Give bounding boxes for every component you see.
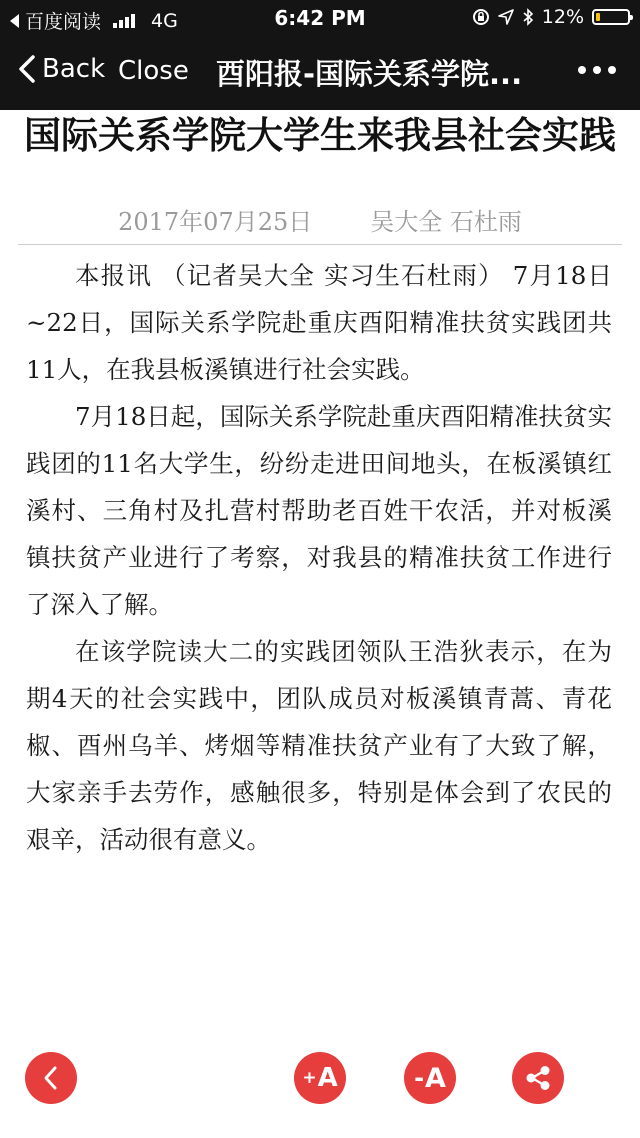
font-decrease-button[interactable] — [404, 1052, 456, 1104]
top-bar — [0, 0, 640, 110]
close-button[interactable]: Close — [118, 56, 189, 86]
article-meta — [0, 202, 640, 237]
share-button[interactable] — [512, 1052, 564, 1104]
status-bar — [0, 0, 640, 36]
article-authors: 吴大全 石杜雨 — [370, 208, 522, 236]
status-time: 6:42 PM — [274, 6, 366, 30]
article-paragraph: 7月18日起，国际关系学院赴重庆酉阳精准扶贫实践团的11名大学生，纷纷走进田间地头，在板溪镇红溪村、三角村及扎营村帮助老百姓干农活，并对板溪镇扶贫产业进行了考察，对我县的精准扶贫工作进行了深入了解。 — [26, 402, 612, 619]
share-icon — [523, 1063, 553, 1093]
previous-button[interactable] — [25, 1052, 77, 1104]
page-title: 酉阳报-国际关系学院... — [216, 57, 523, 91]
article-paragraph: 在该学院读大二的实践团领队王浩狄表示，在为期4天的社会实践中，团队成员对板溪镇青蒿、青花椒、酉州乌羊、烤烟等精准扶贫产业有了大致了解，大家亲手去劳作，感触很多，特别是体会到了农民的艰辛，活动很有意义。 — [26, 637, 612, 854]
location-icon — [498, 9, 514, 25]
ellipsis-icon — [578, 66, 586, 74]
status-right — [472, 6, 630, 28]
divider — [18, 244, 622, 245]
navigation-bar — [0, 36, 640, 110]
minus-icon: - — [414, 1064, 425, 1092]
more-button[interactable] — [578, 66, 616, 74]
back-label: Back — [42, 54, 106, 84]
article-date: 2017年07月25日 — [118, 208, 313, 236]
plus-icon: + — [302, 1068, 317, 1088]
chevron-left-icon — [41, 1065, 61, 1091]
article-headline: 国际关系学院大学生来我县社会实践 — [24, 114, 616, 157]
font-increase-label: A — [317, 1063, 338, 1093]
article-body — [26, 252, 612, 863]
rotation-lock-icon — [472, 8, 490, 26]
battery-percent: 12% — [541, 6, 584, 28]
network-type: 4G — [151, 9, 178, 32]
battery-icon — [592, 9, 630, 25]
font-increase-button[interactable] — [294, 1052, 346, 1104]
back-to-app-label[interactable]: 百度阅读 — [25, 11, 102, 33]
chevron-left-icon — [18, 54, 36, 84]
article-paragraph: 本报讯 （记者吴大全 实习生石杜雨） 7月18日~22日，国际关系学院赴重庆酉阳精准扶贫实践团共11人，在我县板溪镇进行社会实践。 — [26, 261, 612, 384]
back-button[interactable] — [18, 54, 105, 84]
bluetooth-icon — [522, 8, 534, 26]
font-decrease-label: A — [425, 1062, 446, 1094]
